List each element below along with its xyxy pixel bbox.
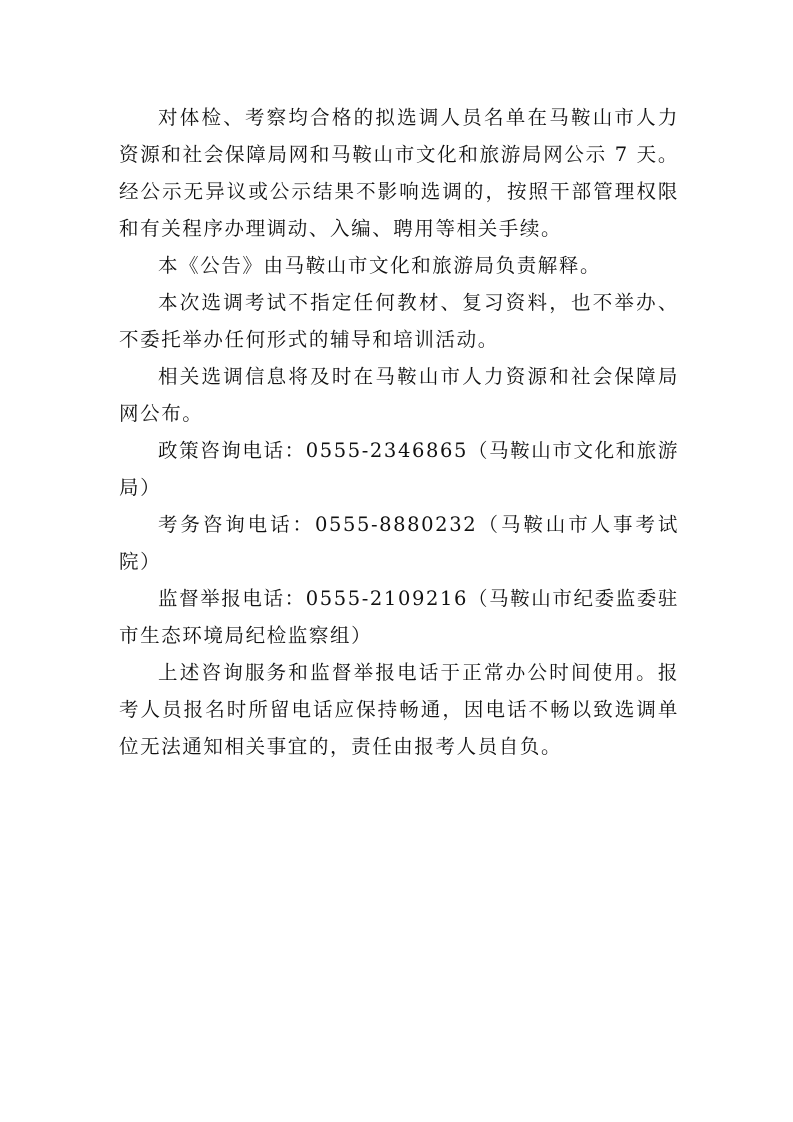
document-body <box>119 99 679 765</box>
paragraph-announcement: 相关选调信息将及时在马鞍山市人力资源和社会保障局网公布。 <box>119 365 679 425</box>
paragraph-exam-phone: 考务咨询电话：0555-8880232（马鞍山市人事考试院） <box>119 513 679 573</box>
paragraph-supervision-phone: 监督举报电话：0555-2109216（马鞍山市纪委监委驻市生态环境局纪检监察组） <box>119 587 679 647</box>
paragraph-policy-phone: 政策咨询电话：0555-2346865（马鞍山市文化和旅游局） <box>119 439 679 499</box>
paragraph-no-materials: 本次选调考试不指定任何教材、复习资料，也不举办、不委托举办任何形式的辅导和培训活动。 <box>119 291 679 351</box>
paragraph-phone-usage: 上述咨询服务和监督举报电话于正常办公时间使用。报考人员报名时所留电话应保持畅通，因电话不畅以致选调单位无法通知相关事宜的，责任由报考人员自负。 <box>119 661 679 758</box>
paragraph-publicity: 对体检、考察均合格的拟选调人员名单在马鞍山市人力资源和社会保障局网和马鞍山市文化和旅游局网公示 7 天。经公示无异议或公示结果不影响选调的，按照干部管理权限和有关程序办理调动、入编、聘用等相关手续。 <box>119 106 679 240</box>
paragraph-interpretation: 本《公告》由马鞍山市文化和旅游局负责解释。 <box>158 254 602 277</box>
